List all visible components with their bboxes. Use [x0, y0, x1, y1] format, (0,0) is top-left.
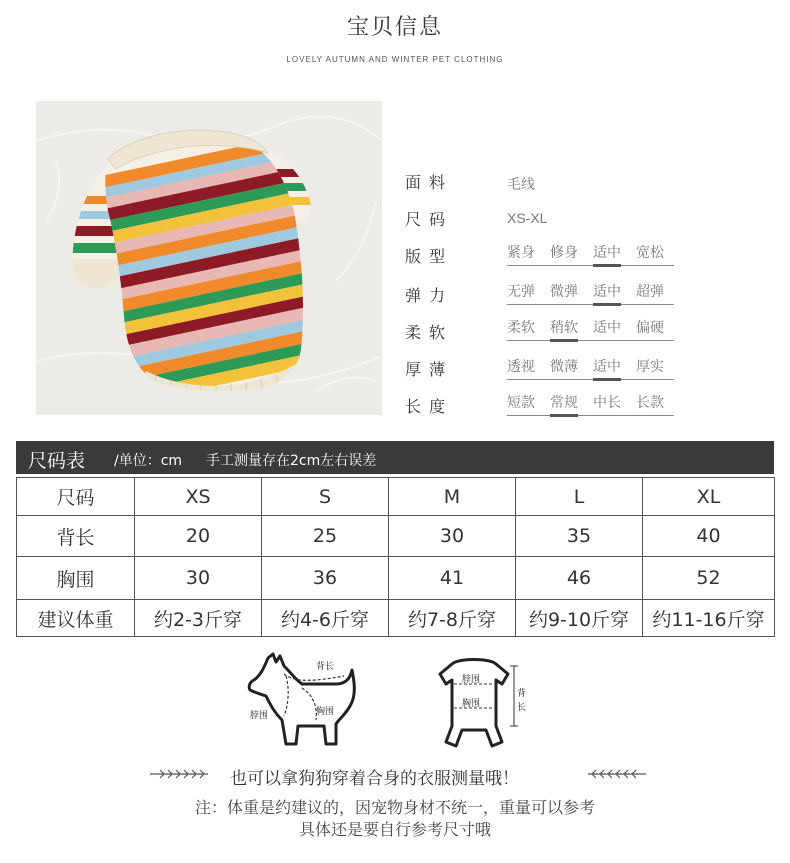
stretch-option: 微弹: [550, 284, 578, 300]
softness-option: 适中: [593, 320, 621, 336]
spec-size-label: 尺码: [405, 210, 454, 229]
softness-option: 柔软: [507, 320, 535, 336]
spec-fabric-label: 面料: [405, 173, 454, 192]
length-option: 中长: [593, 395, 621, 411]
table-cell: 46: [516, 557, 643, 600]
thickness-option: 厚实: [636, 359, 664, 375]
fit-option: 修身: [550, 245, 578, 261]
arrow-decoration-left-icon: [148, 766, 212, 782]
table-row: [17, 516, 775, 557]
footer-note: [0, 797, 790, 841]
cloth-back-label-b: 长: [517, 703, 527, 713]
page-subtitle: LOVELY AUTUMN AND WINTER PET CLOTHING: [286, 55, 504, 64]
spec-softness-label: 柔软: [405, 323, 454, 342]
page-title: 宝贝信息: [346, 15, 443, 40]
stretch-option-selected: 适中: [593, 282, 621, 306]
fit-option: 紧身: [507, 245, 535, 261]
table-cell: L: [516, 478, 643, 516]
table-cell: 约2-3斤穿: [135, 600, 262, 637]
spec-length-options: [507, 393, 674, 416]
table-cell: XL: [643, 478, 775, 516]
neck-line: [284, 676, 288, 716]
stretch-option: 超弹: [636, 284, 664, 300]
table-cell: 胸围: [17, 557, 135, 600]
spec-softness-options: [507, 318, 674, 341]
spec-fabric-value: 毛线: [507, 177, 535, 193]
table-cell: 36: [262, 557, 389, 600]
stretch-option: 无弹: [507, 284, 535, 300]
size-chart-note: 手工测量存在2cm左右误差: [206, 453, 377, 469]
table-cell: 35: [516, 516, 643, 557]
spec-fit-options: [507, 243, 674, 266]
spec-stretch-label: 弹力: [405, 286, 454, 305]
table-cell: 25: [262, 516, 389, 557]
table-row: [17, 600, 775, 637]
table-cell: 约11-16斤穿: [643, 600, 775, 637]
cloth-neck-label: 脖围: [462, 675, 481, 685]
size-chart-unit: /单位：cm: [114, 453, 183, 469]
fit-option-selected: 适中: [593, 243, 621, 267]
thickness-option: 透视: [507, 359, 535, 375]
spec-fit-label: 版型: [405, 247, 454, 266]
table-cell: 约7-8斤穿: [389, 600, 516, 637]
size-table: [16, 477, 775, 637]
dog-outline-icon: [249, 654, 354, 744]
table-row: [17, 478, 775, 516]
table-cell: 52: [643, 557, 775, 600]
table-cell: 30: [135, 557, 262, 600]
dog-neck-label: 脖围: [250, 711, 269, 721]
table-cell: 20: [135, 516, 262, 557]
table-cell: 40: [643, 516, 775, 557]
dog-back-length-label: 背长: [316, 662, 335, 672]
length-option: 长款: [636, 395, 664, 411]
spec-size-value: XS-XL: [507, 210, 548, 226]
cloth-back-label-a: 背: [517, 689, 527, 699]
table-cell: 建议体重: [17, 600, 135, 637]
spec-thickness-label: 厚薄: [405, 360, 454, 379]
spec-thickness-options: [507, 357, 674, 380]
table-cell: 背长: [17, 516, 135, 557]
footer-tip: 也可以拿狗狗穿着合身的衣服测量哦！: [230, 769, 519, 789]
softness-option: 偏硬: [636, 320, 664, 336]
table-cell: 41: [389, 557, 516, 600]
thickness-option-selected: 适中: [593, 357, 621, 381]
size-chart-title: 尺码表: [28, 450, 86, 472]
length-option-selected: 常规: [550, 393, 578, 417]
table-cell: 约4-6斤穿: [262, 600, 389, 637]
thickness-option: 微薄: [550, 359, 578, 375]
cloth-chest-label: 胸围: [462, 699, 481, 709]
footer-note-line2: 具体还是要自行参考尺寸哦: [298, 820, 491, 839]
table-cell: S: [262, 478, 389, 516]
dog-chest-label: 胸围: [316, 707, 335, 717]
size-chart-header: [16, 441, 774, 474]
table-cell: 尺码: [17, 478, 135, 516]
table-cell: M: [389, 478, 516, 516]
table-cell: 约9-10斤穿: [516, 600, 643, 637]
fit-option: 宽松: [636, 245, 664, 261]
table-row: [17, 557, 775, 600]
softness-option-selected: 稍软: [550, 318, 578, 342]
length-option: 短款: [507, 395, 535, 411]
product-photo: [36, 101, 382, 415]
table-cell: 30: [389, 516, 516, 557]
spec-length-label: 长度: [405, 397, 454, 416]
footer-note-line1: 注：体重是约建议的，因宠物身材不统一，重量可以参考: [194, 798, 595, 817]
spec-stretch-options: [507, 282, 674, 305]
measurement-diagram: [240, 650, 540, 750]
chest-line: [302, 688, 316, 720]
arrow-decoration-right-icon: [584, 766, 648, 782]
table-cell: XS: [135, 478, 262, 516]
